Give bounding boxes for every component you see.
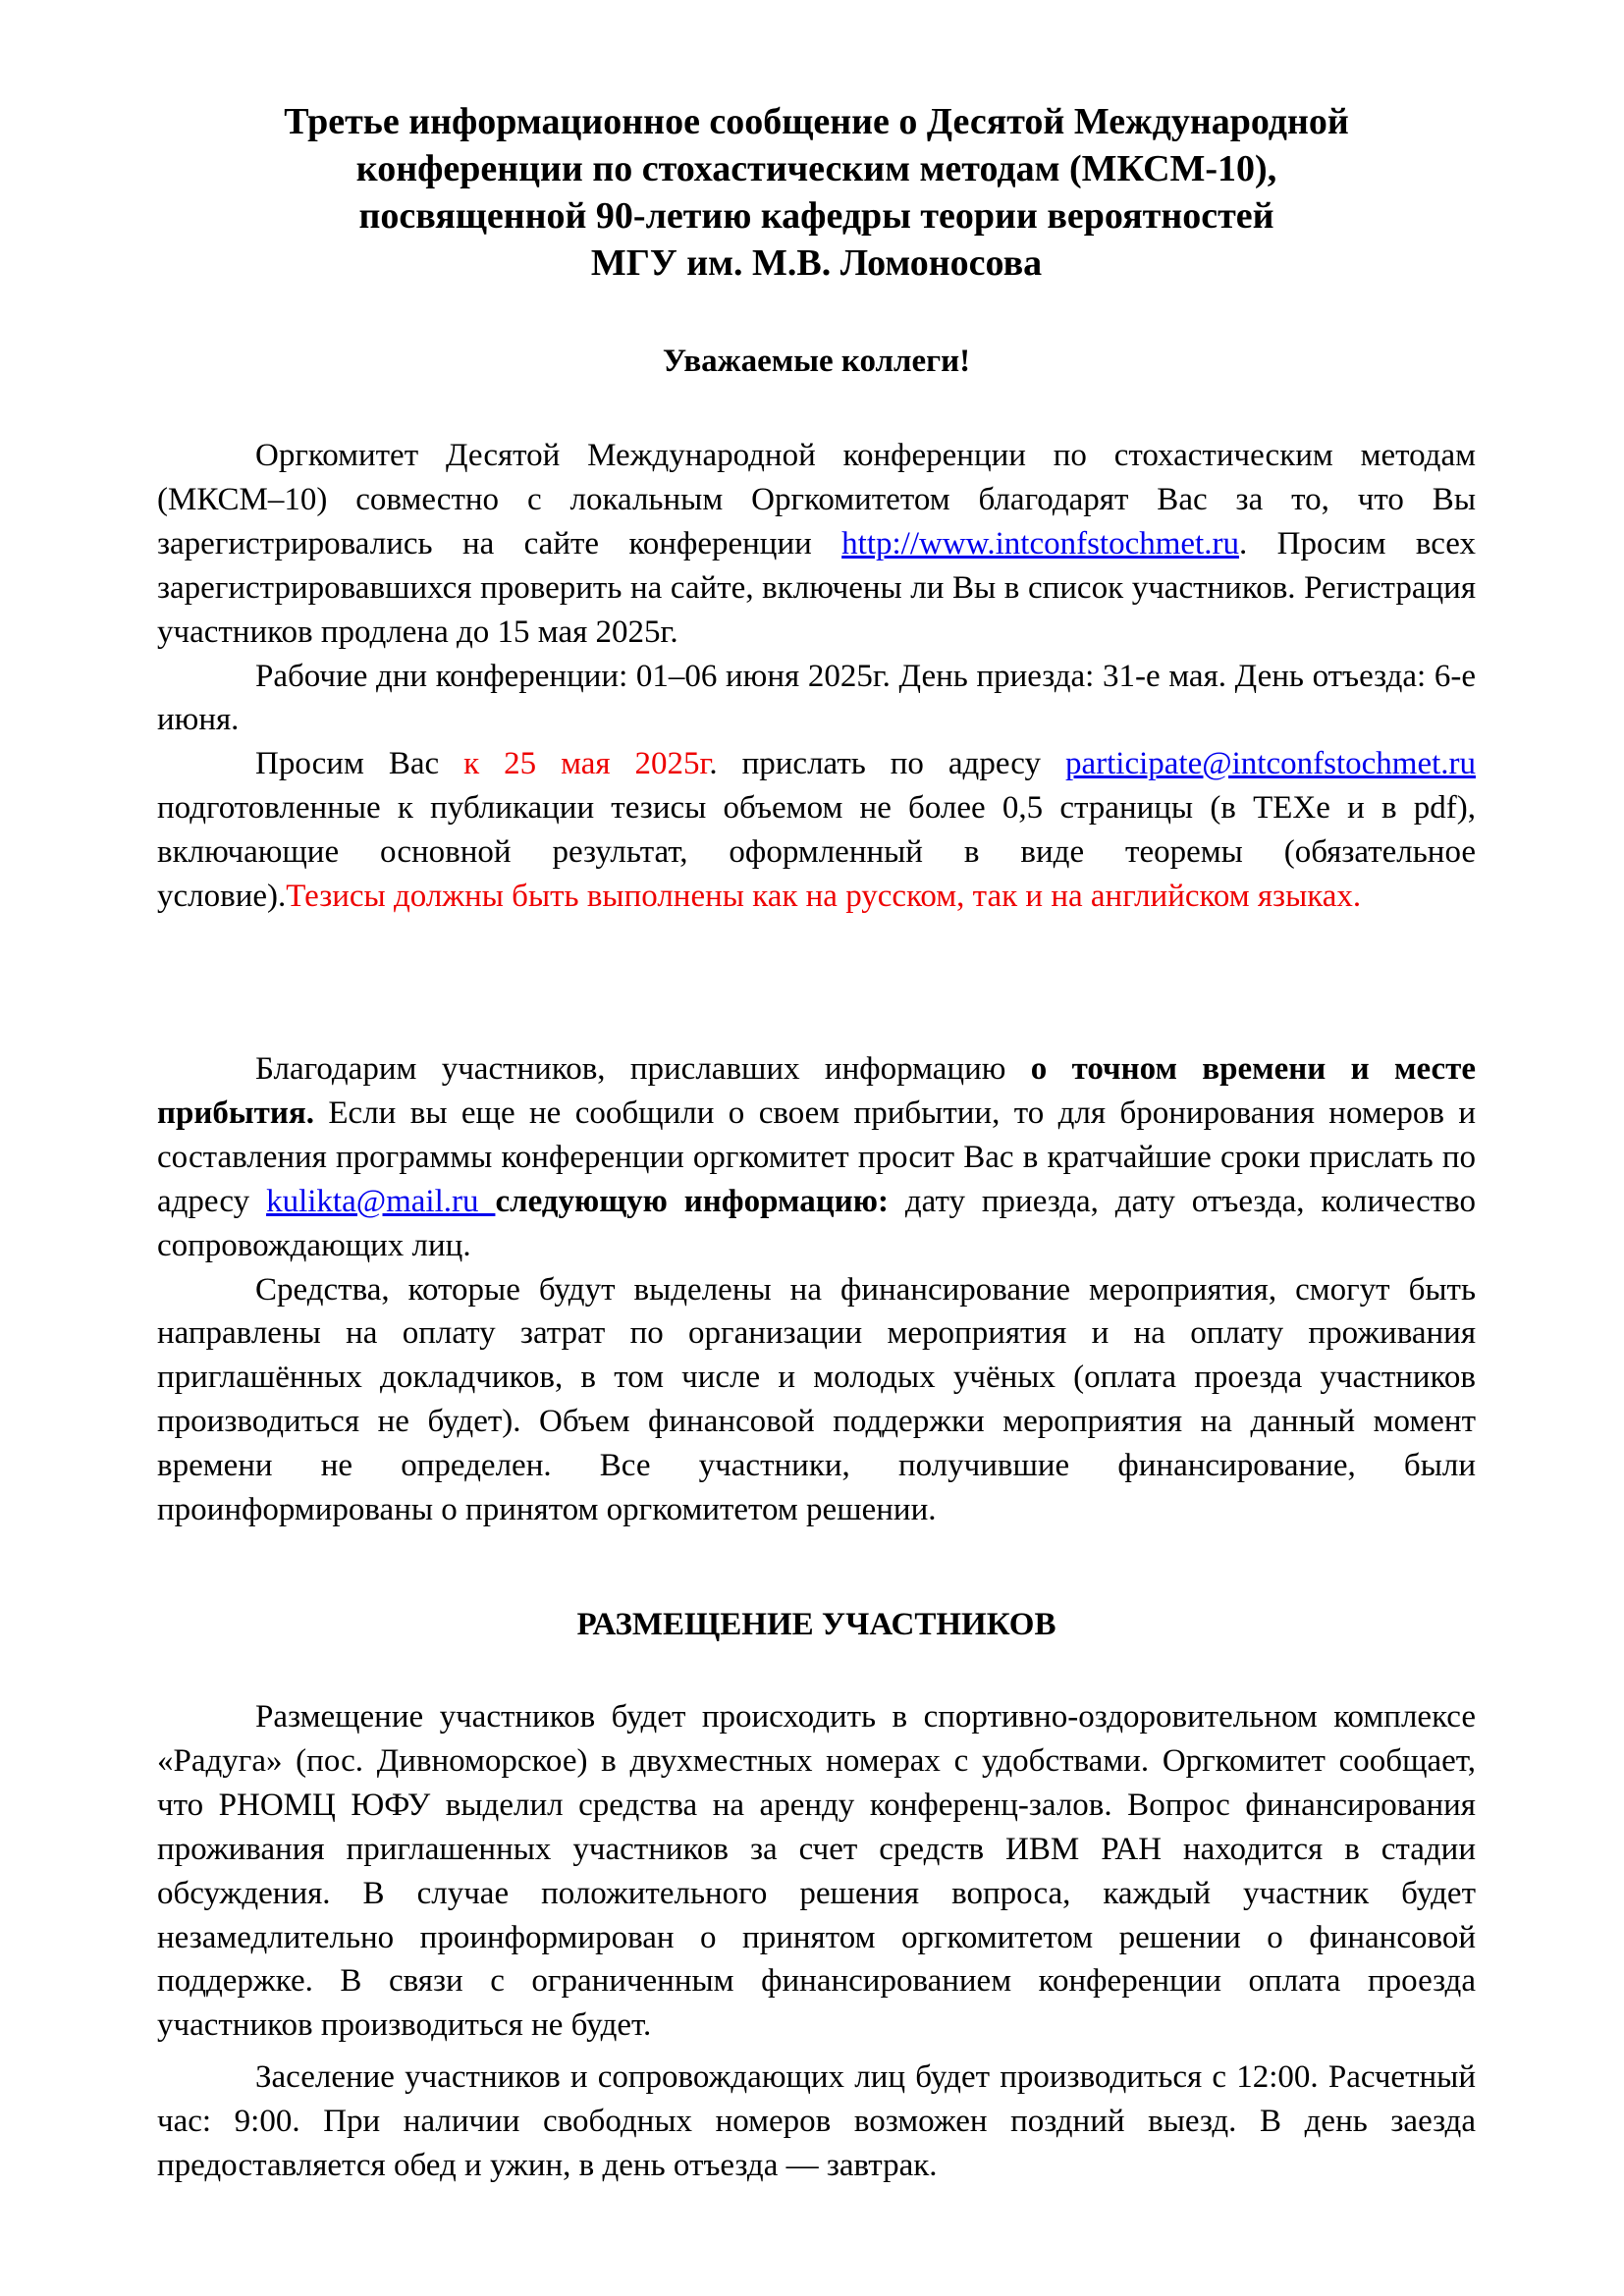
- title-line-3: посвященной 90-летию кафедры теории вероятностей: [358, 195, 1274, 237]
- greeting: Уважаемые коллеги!: [662, 344, 971, 379]
- paragraph-dates: Рабочие дни конференции: 01–06 июня 2025г. День приезда: 31-е мая. День отъезда: 6-е июня.: [157, 658, 1476, 738]
- title-line-1: Третье информационное сообщение о Десятой Международной: [284, 101, 1349, 142]
- registration-text-cont: . Просим всех зарегистрировавшихся проверить на сайте, включены ли Вы в список участников. Регистрация участников продлена до 15 мая 2025г.: [157, 525, 1476, 650]
- abstracts-text-cont: . прислать по адресу: [709, 746, 1065, 782]
- section-heading-accommodation: РАЗМЕЩЕНИЕ УЧАСТНИКОВ: [576, 1607, 1056, 1642]
- title-line-2: конференции по стохастическим методам (МКСМ-10),: [355, 148, 1277, 189]
- info-bold-text: следующую информацию:: [495, 1183, 889, 1219]
- participate-email-link[interactable]: participate@intconfstochmet.ru: [1065, 746, 1476, 782]
- abstracts-requirements: подготовленные к публикации тезисы объемом не более 0,5 страницы (в TEXe и в pdf), включающие основной результат, оформленный в виде теоремы (обязательное условие).: [157, 790, 1476, 915]
- arrival-text: Благодарим участников, приславших информацию: [255, 1051, 1031, 1087]
- arrival-info-items: дату приезда, дату отъезда, количество сопровождающих лиц.: [157, 1183, 1477, 1263]
- kulikta-email-link[interactable]: kulikta@mail.ru: [266, 1183, 496, 1219]
- paragraph-abstracts: [157, 742, 1476, 919]
- registration-text: Оргкомитет Десятой Международной конференции по стохастическим методам (МКСМ–10) совместно с локальным Оргкомитетом благодарят Вас за то, что Вы зарегистрировались на сайте конференции: [157, 438, 1476, 561]
- intro-section: [157, 434, 1476, 919]
- title-line-4: МГУ им. М.В. Ломоносова: [590, 242, 1043, 284]
- paragraph-accommodation: Размещение участников будет происходить в спортивно-оздоровительном комплексе «Радуга» (пос. Дивноморское) в двухместных номерах с удобствами. Оргкомитет сообщает, что РНОМЦ ЮФУ выделил средства на аренду конференц-залов. Вопрос финансирования проживания приглашенных участников за счет средств ИВМ РАН находится в стадии обсуждения. В случае положительного решения вопроса, каждый участник будет незамедлительно проинформирован о принятом оргкомитетом решении о финансовой поддержке. В связи с ограниченным финансированием конференции оплата проезда участников производиться не будет.: [157, 1699, 1476, 2044]
- abstracts-deadline: к 25 мая 2025г: [463, 746, 710, 782]
- arrival-text-cont: Если вы еще не сообщили о своем прибытии, то для бронирования номеров и составления программы конференции оргкомитет просит Вас в кратчайшие сроки прислать по адресу: [157, 1095, 1476, 1219]
- accommodation-section: [157, 1695, 1476, 2188]
- paragraph-arrival: [157, 1047, 1476, 1268]
- abstracts-text: Просим Вас: [255, 746, 464, 782]
- paragraph-checkin: Заселение участников и сопровождающих лиц будет производиться с 12:00. Расчетный час: 9:00. При наличии свободных номеров возможен поздний выезд. В день заезда предоставляется обед и ужин, в день отъезда — завтрак.: [157, 2059, 1476, 2184]
- document-title: [157, 98, 1476, 287]
- arrival-bold-text: о точном времени и месте прибытия.: [157, 1051, 1476, 1131]
- arrival-section: [157, 1047, 1476, 1532]
- abstracts-language-note: Тезисы должны быть выполнены как на русском, так и на английском языках.: [286, 879, 1362, 915]
- conference-site-link[interactable]: http://www.intconfstochmet.ru: [841, 525, 1239, 561]
- paragraph-registration: [157, 434, 1476, 655]
- paragraph-funding: Средства, которые будут выделены на финансирование мероприятия, смогут быть направлены на оплату затрат по организации мероприятия и на оплату проживания приглашённых докладчиков, в том числе и молодых учёных (оплата проезда участников производиться не будет). Объем финансовой поддержки мероприятия на данный момент времени не определен. Все участники, получившие финансирование, были проинформированы о принятом оргкомитетом решении.: [157, 1271, 1476, 1528]
